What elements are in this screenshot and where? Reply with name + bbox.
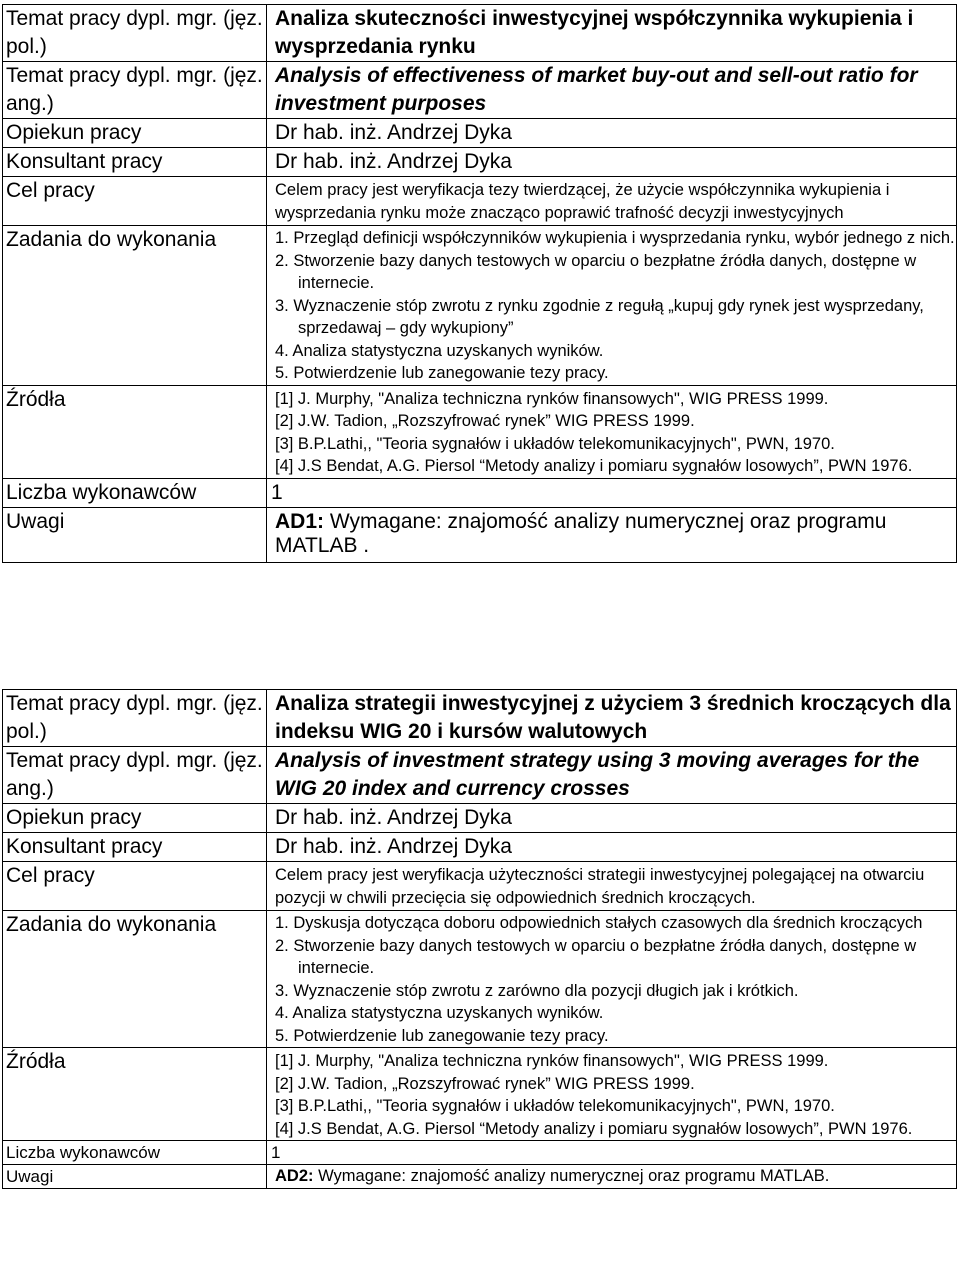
row-topic-en bbox=[3, 747, 957, 804]
task-item: 2. Stworzenie bazy danych testowych w oparciu o bezpłatne źródła danych, dostępne w internecie. bbox=[275, 936, 917, 977]
source-item: [4] J.S Bendat, A.G. Piersol “Metody analizy i pomiaru sygnałów losowych”, PWN 1976. bbox=[275, 457, 913, 475]
goal-value: Celem pracy jest weryfikacja tezy twierdzącej, że użycie współczynnika wykupienia i wysprzedania rynku może znacząco poprawić trafność decyzji inwestycyjnych bbox=[267, 177, 957, 226]
row-supervisor bbox=[3, 804, 957, 833]
label-consultant: Konsultant pracy bbox=[3, 148, 267, 177]
row-topic-pl bbox=[3, 690, 957, 747]
row-topic-pl bbox=[3, 5, 957, 62]
topic-title-en: Analysis of effectiveness of market buy-out and sell-out ratio for investment purposes bbox=[267, 62, 957, 119]
row-sources bbox=[3, 1048, 957, 1141]
label-topic-pl: Temat pracy dypl. mgr. (jęz. pol.) bbox=[3, 5, 267, 62]
label-topic-en: Temat pracy dypl. mgr. (jęz. ang.) bbox=[3, 62, 267, 119]
task-item: 4. Analiza statystyczna uzyskanych wyników. bbox=[275, 1004, 604, 1022]
row-consultant bbox=[3, 833, 957, 862]
sources-value bbox=[267, 1048, 957, 1141]
sources-list bbox=[275, 388, 956, 478]
label-supervisor: Opiekun pracy bbox=[3, 119, 267, 148]
row-goal bbox=[3, 177, 957, 226]
tasks-list bbox=[275, 912, 956, 1047]
thesis-topic-table-1 bbox=[2, 4, 957, 563]
label-contractors: Liczba wykonawców bbox=[3, 1141, 267, 1165]
task-item: 3. Wyznaczenie stóp zwrotu z rynku zgodnie z regułą „kupuj gdy rynek jest wysprzedany, sprzedawaj – gdy wykupiony” bbox=[275, 296, 924, 337]
tasks-list bbox=[275, 227, 956, 385]
source-item: [3] B.P.Lathi,, "Teoria sygnałów i układów telekomunikacyjnych", PWN, 1970. bbox=[275, 434, 835, 453]
remarks-value bbox=[267, 507, 957, 562]
label-topic-en: Temat pracy dypl. mgr. (jęz. ang.) bbox=[3, 747, 267, 804]
row-contractors bbox=[3, 1141, 957, 1165]
tasks-value bbox=[267, 226, 957, 386]
task-item: 1. Przegląd definicji współczynników wykupienia i wysprzedania rynku, wybór jednego z nich. bbox=[275, 229, 955, 247]
row-goal bbox=[3, 862, 957, 911]
source-item: [1] J. Murphy, "Analiza techniczna rynków finansowych", WIG PRESS 1999. bbox=[275, 1052, 829, 1070]
task-item: 4. Analiza statystyczna uzyskanych wyników. bbox=[275, 341, 604, 360]
goal-value: Celem pracy jest weryfikacja użyteczności strategii inwestycyjnej polegającej na otwarciu pozycji w chwili przecięcia się odpowiednich średnich kroczących. bbox=[267, 862, 957, 911]
remarks-code: AD1: bbox=[275, 509, 325, 533]
task-item: 2. Stworzenie bazy danych testowych w oparciu o bezpłatne źródła danych, dostępne w internecie. bbox=[275, 251, 917, 292]
supervisor-value: Dr hab. inż. Andrzej Dyka bbox=[267, 804, 957, 833]
sources-list bbox=[275, 1050, 956, 1140]
sources-value bbox=[267, 385, 957, 478]
row-remarks bbox=[3, 507, 957, 562]
task-item: 1. Dyskusja dotycząca doboru odpowiednich stałych czasowych dla średnich kroczących bbox=[275, 914, 923, 932]
tasks-value bbox=[267, 911, 957, 1048]
supervisor-value: Dr hab. inż. Andrzej Dyka bbox=[267, 119, 957, 148]
label-tasks: Zadania do wykonania bbox=[3, 226, 267, 386]
row-supervisor bbox=[3, 119, 957, 148]
row-sources bbox=[3, 385, 957, 478]
label-goal: Cel pracy bbox=[3, 177, 267, 226]
source-item: [1] J. Murphy, "Analiza techniczna rynków finansowych", WIG PRESS 1999. bbox=[275, 389, 829, 408]
contractors-value: 1 bbox=[267, 1141, 957, 1165]
row-consultant bbox=[3, 148, 957, 177]
row-remarks bbox=[3, 1165, 957, 1189]
thesis-topic-table-2 bbox=[2, 689, 957, 1189]
source-item: [2] J.W. Tadion, „Rozszyfrować rynek” WIG PRESS 1999. bbox=[275, 412, 695, 430]
source-item: [4] J.S Bendat, A.G. Piersol “Metody analizy i pomiaru sygnałów losowych”, PWN 1976. bbox=[275, 1119, 913, 1138]
consultant-value: Dr hab. inż. Andrzej Dyka bbox=[267, 833, 957, 862]
topic-title-en: Analysis of investment strategy using 3 moving averages for the WIG 20 index and currency crosses bbox=[267, 747, 957, 804]
remarks-text: Wymagane: znajomość analizy numerycznej oraz programu MATLAB. bbox=[313, 1167, 830, 1185]
source-item: [3] B.P.Lathi,, "Teoria sygnałów i układów telekomunikacyjnych", PWN, 1970. bbox=[275, 1097, 835, 1115]
row-tasks bbox=[3, 226, 957, 386]
remarks-value bbox=[267, 1165, 957, 1189]
consultant-value: Dr hab. inż. Andrzej Dyka bbox=[267, 148, 957, 177]
label-consultant: Konsultant pracy bbox=[3, 833, 267, 862]
topic-title-pl: Analiza skuteczności inwestycyjnej współczynnika wykupienia i wysprzedania rynku bbox=[267, 5, 957, 62]
task-item: 5. Potwierdzenie lub zanegowanie tezy pracy. bbox=[275, 364, 609, 382]
label-topic-pl: Temat pracy dypl. mgr. (jęz. pol.) bbox=[3, 690, 267, 747]
remarks-text: Wymagane: znajomość analizy numerycznej oraz programu MATLAB . bbox=[275, 509, 887, 557]
label-tasks: Zadania do wykonania bbox=[3, 911, 267, 1048]
topic-title-pl: Analiza strategii inwestycyjnej z użyciem 3 średnich kroczących dla indeksu WIG 20 i kursów walutowych bbox=[267, 690, 957, 747]
label-sources: Źródła bbox=[3, 385, 267, 478]
label-remarks: Uwagi bbox=[3, 507, 267, 562]
row-tasks bbox=[3, 911, 957, 1048]
label-supervisor: Opiekun pracy bbox=[3, 804, 267, 833]
label-sources: Źródła bbox=[3, 1048, 267, 1141]
contractors-value: 1 bbox=[267, 478, 957, 507]
task-item: 3. Wyznaczenie stóp zwrotu z zarówno dla pozycji długich jak i krótkich. bbox=[275, 981, 799, 1000]
source-item: [2] J.W. Tadion, „Rozszyfrować rynek” WIG PRESS 1999. bbox=[275, 1074, 695, 1093]
label-remarks: Uwagi bbox=[3, 1165, 267, 1189]
row-topic-en bbox=[3, 62, 957, 119]
task-item: 5. Potwierdzenie lub zanegowanie tezy pracy. bbox=[275, 1026, 609, 1045]
label-goal: Cel pracy bbox=[3, 862, 267, 911]
remarks-code: AD2: bbox=[275, 1167, 314, 1185]
label-contractors: Liczba wykonawców bbox=[3, 478, 267, 507]
row-contractors bbox=[3, 478, 957, 507]
